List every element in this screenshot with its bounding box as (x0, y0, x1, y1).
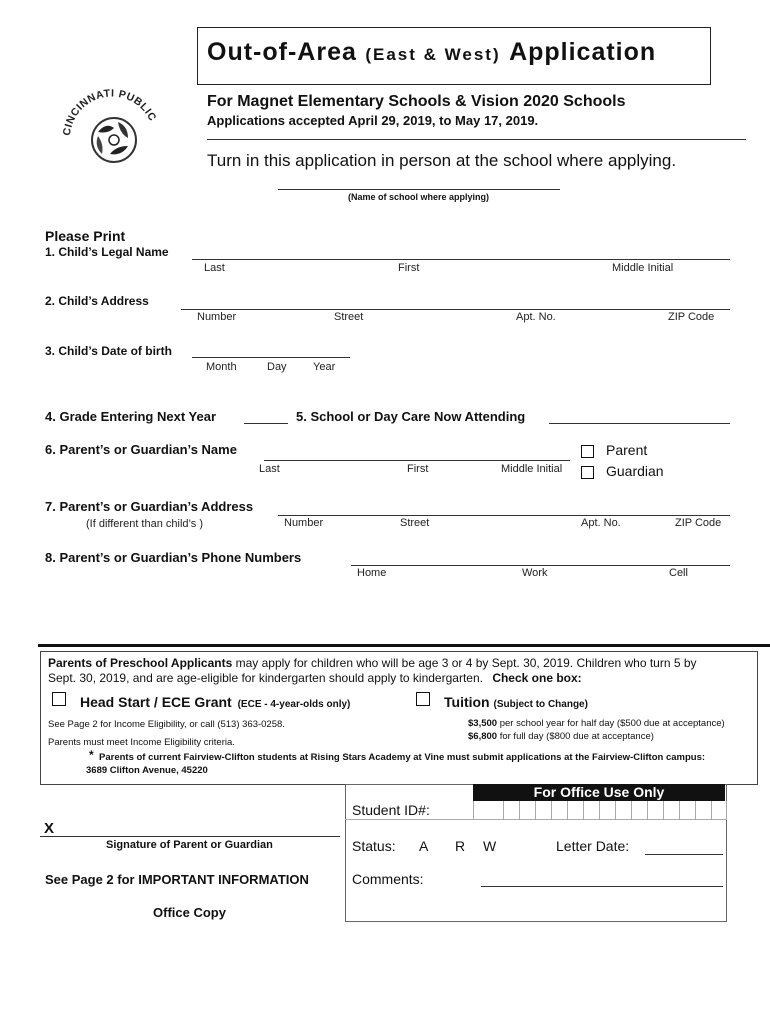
title-part-2: (East & West) (365, 45, 501, 64)
full-day-amount: $6,800 (468, 731, 498, 742)
status-code-a: A (419, 838, 429, 854)
full-day-price (468, 731, 654, 742)
signature-x: X (44, 820, 55, 837)
rising-stars-note: Parents of current Fairview-Clifton students at Rising Stars Academy at Vine must submit applications at the Fairview-Clifton campus: (99, 752, 706, 763)
header-rule (207, 139, 746, 140)
logo-text: CINCINNATI PUBLIC (60, 87, 159, 137)
q3-sub-day: Day (267, 361, 287, 373)
id-cell (680, 801, 696, 819)
id-cell (696, 801, 712, 819)
headstart-option (80, 694, 350, 710)
q8-sub-cell: Cell (669, 567, 688, 579)
headstart-label: Head Start / ECE Grant (80, 694, 232, 710)
q6-sub-last: Last (259, 463, 280, 475)
q7-sub-apt: Apt. No. (581, 517, 621, 529)
comments-field[interactable] (481, 886, 723, 887)
guardian-checkbox[interactable] (581, 466, 594, 479)
q1-field[interactable] (192, 259, 730, 260)
id-cell (504, 801, 520, 819)
student-id-label: Student ID#: (352, 802, 430, 818)
q7-sub-number: Number (284, 517, 324, 529)
q7-sub-street: Street (400, 517, 430, 529)
signature-line[interactable] (40, 836, 340, 837)
tuition-label: Tuition (444, 694, 490, 710)
q2-sub-number: Number (197, 311, 237, 323)
rising-stars-asterisk: * (89, 748, 94, 762)
guardian-option-label: Guardian (606, 463, 664, 479)
q4-field[interactable] (244, 423, 288, 424)
id-cell (600, 801, 616, 819)
school-logo (56, 74, 166, 184)
id-cell (664, 801, 680, 819)
q2-sub-zip: ZIP Code (668, 311, 715, 323)
id-cell (552, 801, 568, 819)
rising-stars-address: 3689 Clifton Avenue, 45220 (86, 765, 208, 776)
parent-option-label: Parent (606, 442, 648, 458)
id-cell (520, 801, 536, 819)
status-label: Status: (352, 838, 396, 854)
id-cell (616, 801, 632, 819)
half-day-text: per school year for half day ($500 due at acceptance) (497, 718, 725, 729)
q6-sub-first: First (407, 463, 429, 475)
q1-sub-last: Last (204, 262, 225, 274)
see-page-2: See Page 2 for IMPORTANT INFORMATION (45, 872, 309, 887)
q7-field[interactable] (278, 515, 730, 516)
q3-sub-month: Month (206, 361, 237, 373)
q6-label: 6. Parent’s or Guardian’s Name (45, 442, 237, 457)
id-cell (568, 801, 584, 819)
q5-label: 5. School or Day Care Now Attending (296, 409, 526, 424)
preschool-top-rule (38, 644, 770, 647)
q2-label: 2. Child’s Address (45, 294, 149, 308)
office-divider (345, 819, 725, 820)
tuition-note: (Subject to Change) (493, 699, 588, 710)
full-day-text: for full day ($800 due at acceptance) (497, 731, 654, 742)
preschool-lead: Parents of Preschool Applicants (48, 656, 233, 670)
q1-sub-first: First (398, 262, 420, 274)
q2-sub-apt: Apt. No. (516, 311, 556, 323)
q5-field[interactable] (549, 423, 730, 424)
headstart-checkbox[interactable] (52, 692, 66, 706)
form-title (207, 38, 656, 67)
q2-field[interactable] (181, 309, 730, 310)
q6-field[interactable] (264, 460, 570, 461)
letter-date-label: Letter Date: (556, 838, 630, 854)
half-day-amount: $3,500 (468, 718, 498, 729)
headstart-note: (ECE - 4-year-olds only) (237, 699, 351, 710)
signature-caption: Signature of Parent or Guardian (106, 839, 273, 851)
q7-sub-zip: ZIP Code (675, 517, 722, 529)
status-code-r: R (455, 838, 466, 854)
title-part-1: Out-of-Area (207, 38, 357, 66)
q8-sub-home: Home (357, 567, 387, 579)
comments-label: Comments: (352, 871, 424, 887)
q1-sub-middle: Middle Initial (612, 262, 674, 274)
q6-sub-middle: Middle Initial (501, 463, 563, 475)
school-name-line[interactable] (278, 189, 560, 190)
school-name-caption: (Name of school where applying) (348, 192, 490, 202)
half-day-price (468, 718, 725, 729)
q4-label: 4. Grade Entering Next Year (45, 409, 216, 424)
q8-label: 8. Parent’s or Guardian’s Phone Numbers (45, 550, 302, 565)
q3-label: 3. Child’s Date of birth (45, 344, 172, 358)
q8-field[interactable] (351, 565, 730, 566)
q2-sub-street: Street (334, 311, 364, 323)
subtitle: For Magnet Elementary Schools & Vision 2020 Schools (207, 93, 626, 110)
q7-label: 7. Parent’s or Guardian’s Address (45, 499, 254, 514)
preschool-text-2: Sept. 30, 2019, and are age-eligible for kindergarten should apply to kindergarten. (48, 671, 483, 685)
tuition-option (444, 694, 588, 710)
status-code-w: W (483, 838, 497, 854)
q3-field[interactable] (192, 357, 350, 358)
id-cell (648, 801, 664, 819)
q3-sub-year: Year (313, 361, 336, 373)
instruction: Turn in this application in person at the school where applying. (207, 151, 677, 170)
application-dates: Applications accepted April 29, 2019, to May 17, 2019. (207, 113, 539, 128)
id-cell (488, 801, 504, 819)
please-print: Please Print (45, 228, 126, 244)
id-cell (632, 801, 648, 819)
title-part-3: Application (509, 38, 657, 66)
office-use-header: For Office Use Only (473, 784, 725, 801)
hands-circle-icon (56, 74, 166, 184)
eligibility-criteria: Parents must meet Income Eligibility criteria. (48, 737, 235, 748)
check-one-label: Check one box: (492, 671, 582, 685)
income-eligibility: See Page 2 for Income Eligibility, or call (513) 363-0258. (48, 719, 285, 730)
preschool-intro (48, 656, 748, 686)
tuition-checkbox[interactable] (416, 692, 430, 706)
letter-date-field[interactable] (645, 854, 723, 855)
parent-checkbox[interactable] (581, 445, 594, 458)
preschool-text-1: may apply for children who will be age 3 or 4 by Sept. 30, 2019. Children who turn 5 by (232, 656, 697, 670)
q7-note: (If different than child’s ) (86, 518, 203, 530)
q1-label: 1. Child’s Legal Name (45, 245, 169, 259)
title-box (197, 27, 711, 85)
id-cell (584, 801, 600, 819)
id-cell (536, 801, 552, 819)
office-copy: Office Copy (153, 905, 226, 920)
q8-sub-work: Work (522, 567, 548, 579)
